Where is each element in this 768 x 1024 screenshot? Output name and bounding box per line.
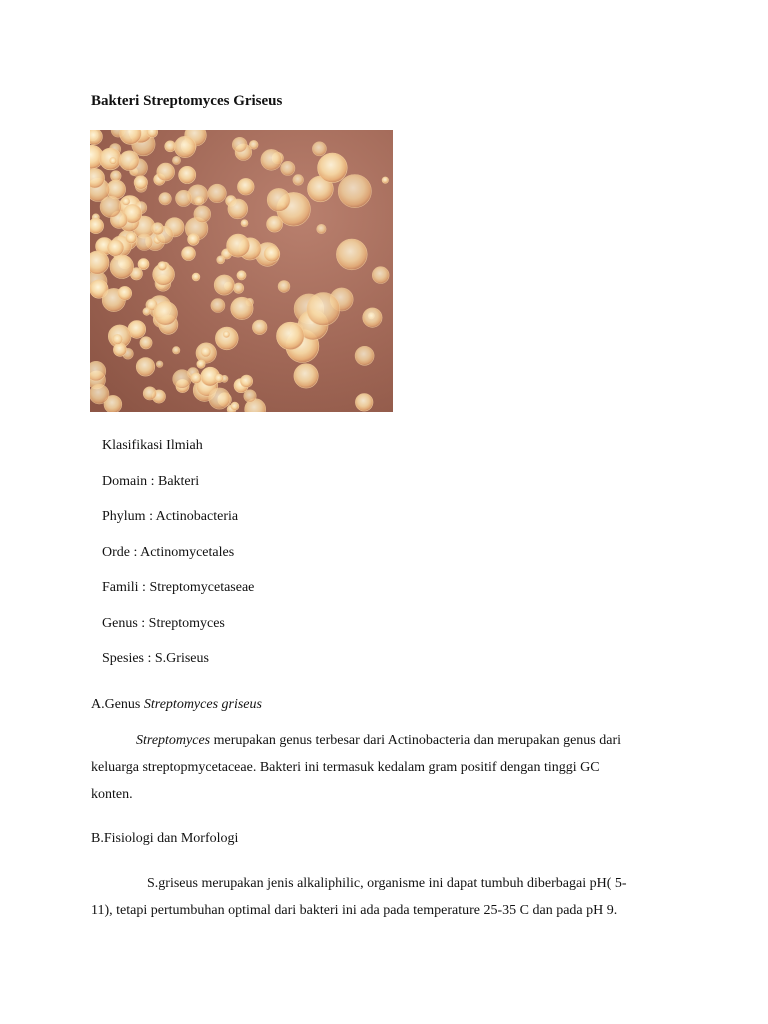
colony (138, 259, 149, 270)
colony (277, 322, 305, 350)
colony (173, 347, 180, 354)
colony (261, 149, 282, 170)
colony (355, 346, 374, 365)
colony (312, 142, 326, 156)
colony (382, 177, 388, 183)
colony (182, 247, 196, 261)
colony (223, 331, 230, 338)
section-a-paragraph (91, 728, 671, 808)
colony (214, 275, 234, 295)
colony (176, 190, 192, 206)
colony (231, 402, 239, 410)
colony (231, 297, 253, 319)
colony (338, 175, 371, 208)
colony (363, 308, 382, 327)
section-b-paragraph (91, 871, 671, 925)
colony (159, 193, 171, 205)
colony (336, 239, 367, 270)
colony (293, 175, 304, 186)
colony (140, 337, 152, 349)
colony (119, 151, 139, 171)
colony (113, 334, 123, 344)
colony (134, 176, 147, 189)
paragraph-text: merupakan genus terbesar dari Actinobacteria dan merupakan genus dari (210, 733, 622, 748)
colony (233, 283, 243, 293)
colony (307, 293, 340, 326)
colony (264, 246, 280, 262)
section-b-heading: B.Fisiologi dan Morfologi (91, 831, 239, 846)
colony (208, 184, 226, 202)
colony (267, 216, 283, 232)
section-a-species: Streptomyces griseus (143, 697, 262, 712)
document-title: Bakteri Streptomyces Griseus (91, 93, 283, 109)
colony (191, 373, 202, 384)
colony (90, 384, 109, 404)
colony (158, 262, 167, 271)
colony (317, 224, 326, 233)
colony (100, 196, 121, 217)
colony (118, 286, 132, 300)
colony (281, 161, 295, 175)
colony (194, 206, 211, 223)
colony (372, 267, 389, 284)
colony (154, 301, 178, 325)
colony (294, 364, 318, 388)
colony (227, 234, 250, 257)
classification-heading: Klasifikasi Ilmiah (102, 438, 203, 453)
colony (110, 157, 117, 164)
classification-order: Orde : Actinomycetales (102, 544, 235, 560)
bacteria-colony-photo (90, 130, 393, 412)
colony (179, 166, 196, 183)
colony (215, 327, 238, 350)
classification-domain: Domain : Bakteri (102, 473, 200, 489)
paragraph-line (91, 728, 671, 755)
colony (90, 218, 104, 233)
colony (211, 299, 225, 313)
classification-phylum: Phylum : Actinobacteria (102, 509, 239, 524)
colony (122, 198, 130, 206)
colony (136, 234, 153, 251)
paragraph-line: konten. (91, 786, 133, 802)
colony (241, 220, 248, 227)
classification-species: Spesies : S.Griseus (102, 651, 209, 666)
colony (157, 163, 175, 181)
colony (278, 281, 290, 293)
genus-name: Streptomyces (136, 733, 211, 748)
colony (136, 358, 155, 377)
colony (252, 320, 267, 335)
colony (244, 390, 256, 402)
colony (156, 361, 163, 368)
section-a-heading (91, 697, 262, 713)
colony (152, 223, 164, 235)
colony (197, 360, 205, 368)
colony (172, 156, 180, 164)
colony (110, 255, 134, 279)
colony (237, 271, 246, 280)
classification-genus: Genus : Streptomyces (102, 615, 225, 631)
classification-list (102, 428, 254, 677)
colony (143, 387, 156, 400)
colony (318, 153, 348, 183)
colony (240, 375, 252, 387)
colony (238, 178, 255, 195)
colony (267, 188, 290, 211)
colony (232, 137, 247, 152)
colony (355, 394, 373, 412)
colony (228, 199, 248, 219)
paragraph-line: 11), tetapi pertumbuhan optimal dari bakteri ini ada pada temperature 25-35 C dan pada pH 9. (91, 902, 618, 918)
colony (201, 347, 211, 357)
colony (107, 240, 123, 256)
colony (188, 234, 200, 246)
section-a-prefix: A.Genus (91, 697, 144, 712)
colony (195, 196, 204, 205)
colony (209, 388, 230, 409)
colony (174, 136, 195, 157)
paragraph-line: S.griseus merupakan jenis alkaliphilic, organisme ini dapat tumbuh diberbagai pH( 5- (147, 876, 627, 891)
colony (113, 343, 126, 356)
classification-family: Famili : Streptomycetaseae (102, 580, 255, 595)
colony (217, 256, 225, 264)
colony (215, 374, 224, 383)
colony (143, 308, 151, 316)
colony (126, 233, 137, 244)
colony (192, 273, 200, 281)
paragraph-line: keluarga streptopmycetaceae. Bakteri ini termasuk kedalam gram positif dengan tinggi GC (91, 759, 600, 775)
colony (249, 140, 258, 149)
